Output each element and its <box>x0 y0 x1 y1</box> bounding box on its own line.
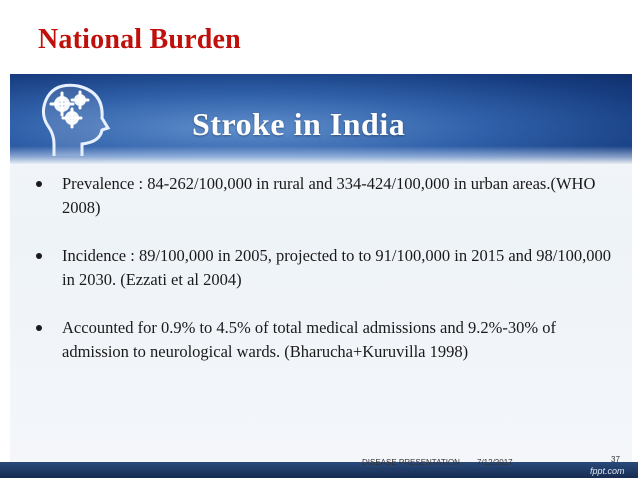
bullet-dot-icon <box>36 253 42 259</box>
bullet-admissions <box>36 316 616 364</box>
watermark: fppt.com <box>590 466 625 476</box>
bullet-text: Incidence : 89/100,000 in 2005, projected to to 91/100,000 in 2015 and 98/100,000 in 2030. (Ezzati et al 2004) <box>62 246 612 289</box>
banner-glow <box>10 146 632 164</box>
slide-number: 37 <box>611 455 620 464</box>
bullet-text: Accounted for 0.9% to 4.5% of total medical admissions and 9.2%-30% of admission to neurological wards. (Bharucha+Kuruvilla 1998) <box>62 318 556 361</box>
bullet-prevalence <box>36 172 616 220</box>
slide-title: National Burden <box>38 24 241 55</box>
banner-title: Stroke in India <box>192 106 406 142</box>
bullet-dot-icon <box>36 325 42 331</box>
footer-date: 7/12/2017 <box>477 458 513 467</box>
footer-bar <box>0 462 638 478</box>
bullet-incidence <box>36 244 616 292</box>
footer-label: DISEASE PRESENTATION <box>362 458 460 467</box>
banner <box>10 74 632 164</box>
content-image-panel <box>10 74 632 466</box>
bullet-dot-icon <box>36 181 42 187</box>
bullet-text: Prevalence : 84-262/100,000 in rural and 334-424/100,000 in urban areas.(WHO 2008) <box>62 174 596 217</box>
